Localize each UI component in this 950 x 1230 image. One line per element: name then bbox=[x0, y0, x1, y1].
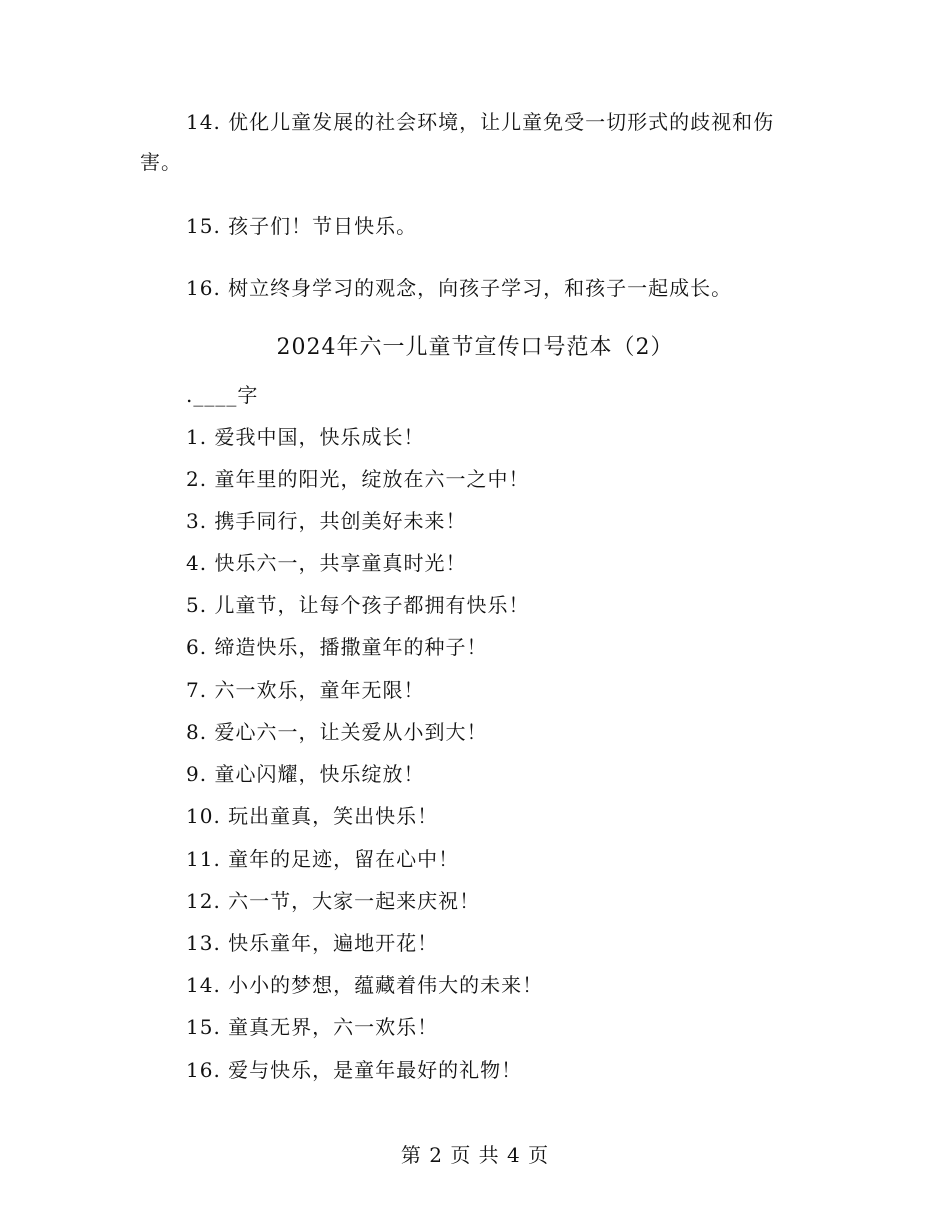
list-item: 2. 童年里的阳光，绽放在六一之中！ bbox=[186, 467, 530, 491]
list-item: 7. 六一欢乐，童年无限！ bbox=[186, 678, 425, 702]
list-item: 9. 童心闪耀，快乐绽放！ bbox=[186, 762, 425, 786]
list-item: 16. 爱与快乐，是童年最好的礼物！ bbox=[186, 1058, 523, 1082]
list-item: 13. 快乐童年，遍地开花！ bbox=[186, 931, 439, 955]
page-number-footer: 第 2 页 共 4 页 bbox=[400, 1143, 550, 1167]
list-item: 15. 童真无界，六一欢乐！ bbox=[186, 1015, 439, 1039]
intro-paragraph-15: 15. 孩子们！节日快乐。 bbox=[186, 214, 418, 238]
list-item: 12. 六一节，大家一起来庆祝！ bbox=[186, 889, 481, 913]
list-item: 4. 快乐六一，共享童真时光！ bbox=[186, 551, 467, 575]
intro-paragraph-16: 16. 树立终身学习的观念，向孩子学习，和孩子一起成长。 bbox=[186, 276, 733, 300]
list-item: 3. 携手同行，共创美好未来！ bbox=[186, 509, 467, 533]
section-title: 2024年六一儿童节宣传口号范本（2） bbox=[276, 335, 674, 360]
intro-paragraph-14: 14. 优化儿童发展的社会环境，让儿童免受一切形式的歧视和伤害。 bbox=[140, 110, 775, 174]
list-item: 10. 玩出童真，笑出快乐！ bbox=[186, 804, 439, 828]
list-item: 11. 童年的足迹，留在心中！ bbox=[186, 847, 460, 871]
list-item: 1. 爱我中国，快乐成长！ bbox=[186, 425, 425, 449]
section-subtitle: .____字 bbox=[186, 383, 259, 407]
list-item: 5. 儿童节，让每个孩子都拥有快乐！ bbox=[186, 593, 530, 617]
list-item: 8. 爱心六一，让关爱从小到大！ bbox=[186, 720, 488, 744]
list-item: 6. 缔造快乐，播撒童年的种子！ bbox=[186, 635, 488, 659]
list-item: 14. 小小的梦想，蕴藏着伟大的未来！ bbox=[186, 973, 544, 997]
